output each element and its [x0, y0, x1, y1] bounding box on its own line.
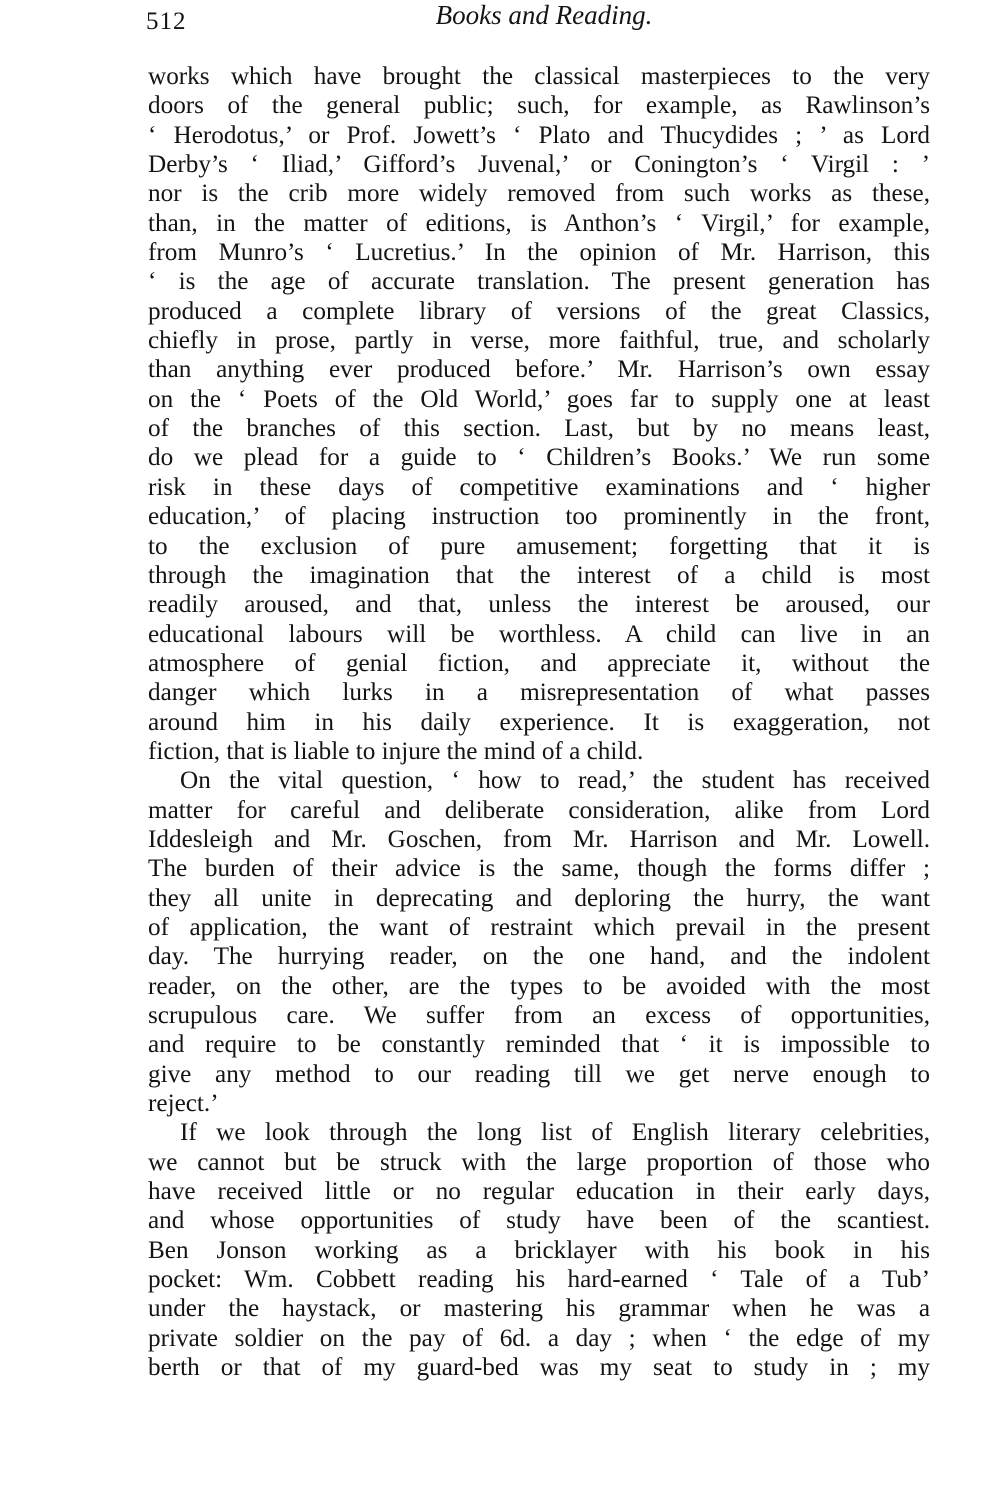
text-line: than anything ever produced before.’ Mr. Harrison’s own essay [148, 356, 930, 384]
paragraph-continued [148, 62, 930, 766]
text-line: The burden of their advice is the same, though the forms differ ; [148, 855, 930, 883]
text-line: than, in the matter of editions, is Anthon’s ‘ Virgil,’ for example, [148, 209, 930, 237]
text-line: to the exclusion of pure amusement; forgetting that it is [148, 532, 930, 560]
text-line: berth or that of my guard-bed was my seat to study in ; my [148, 1354, 930, 1382]
text-line: education,’ of placing instruction too prominently in the front, [148, 503, 930, 531]
text-line: danger which lurks in a misrepresentation of what passes [148, 679, 930, 707]
text-line: private soldier on the pay of 6d. a day ; when ‘ the edge of my [148, 1324, 930, 1352]
text-line: from Munro’s ‘ Lucretius.’ In the opinion of Mr. Harrison, this [148, 239, 930, 267]
running-title: Books and Reading. [435, 0, 653, 30]
text-line: risk in these days of competitive examinations and ‘ higher [148, 473, 930, 501]
text-line: through the imagination that the interest of a child is most [148, 561, 930, 589]
text-line: ‘ Herodotus,’ or Prof. Jowett’s ‘ Plato and Thucydides ; ’ as Lord [148, 121, 930, 149]
text-line: and require to be constantly reminded that ‘ it is impossible to [148, 1031, 930, 1059]
text-line: they all unite in deprecating and deploring the hurry, the want [148, 884, 930, 912]
text-line: doors of the general public; such, for example, as Rawlinson’s [148, 92, 930, 120]
paragraph-literary-celebrities [148, 1118, 930, 1382]
text-line: reject.’ [148, 1090, 219, 1118]
text-line: Iddesleigh and Mr. Goschen, from Mr. Harrison and Mr. Lowell. [148, 825, 930, 853]
text-line: chiefly in prose, partly in verse, more faithful, true, and scholarly [148, 327, 930, 355]
text-line: day. The hurrying reader, on the one hand, and the indolent [148, 943, 930, 971]
text-line: matter for careful and deliberate consideration, alike from Lord [148, 796, 930, 824]
text-line: have received little or no regular education in their early days, [148, 1178, 930, 1206]
text-line: ‘ is the age of accurate translation. The present generation has [148, 268, 930, 296]
text-line: around him in his daily experience. It is exaggeration, not [148, 708, 930, 736]
text-line: fiction, that is liable to injure the mind of a child. [148, 737, 644, 765]
text-line: If we look through the long list of English literary celebrities, [180, 1119, 930, 1147]
page-number: 512 [146, 8, 187, 35]
text-line: works which have brought the classical masterpieces to the very [148, 63, 930, 90]
text-line: under the haystack, or mastering his grammar when he was a [148, 1295, 930, 1323]
text-line: atmosphere of genial fiction, and appreciate it, without the [148, 649, 930, 677]
text-line: reader, on the other, are the types to be avoided with the most [148, 972, 930, 1000]
text-line: educational labours will be worthless. A child can live in an [148, 620, 930, 648]
text-line: we cannot but be struck with the large proportion of those who [148, 1148, 930, 1176]
running-head [146, 0, 932, 40]
text-line: readily aroused, and that, unless the interest be aroused, our [148, 591, 930, 619]
body-text [148, 62, 930, 1382]
text-line: On the vital question, ‘ how to read,’ the student has received [180, 767, 930, 795]
text-line: pocket: Wm. Cobbett reading his hard-earned ‘ Tale of a Tub’ [148, 1266, 930, 1294]
text-line: produced a complete library of versions of the great Classics, [148, 297, 930, 325]
text-line: of the branches of this section. Last, but by no means least, [148, 415, 930, 443]
text-line: nor is the crib more widely removed from such works as these, [148, 180, 930, 208]
text-line: of application, the want of restraint which prevail in the present [148, 913, 930, 941]
text-line: and whose opportunities of study have been of the scantiest. [148, 1207, 930, 1235]
text-line: on the ‘ Poets of the Old World,’ goes far to supply one at least [148, 385, 930, 413]
text-line: give any method to our reading till we get nerve enough to [148, 1060, 930, 1088]
paragraph-how-to-read [148, 766, 930, 1118]
text-line: Ben Jonson working as a bricklayer with his book in his [148, 1236, 930, 1264]
text-line: scrupulous care. We suffer from an excess of opportunities, [148, 1002, 930, 1029]
text-line: do we plead for a guide to ‘ Children’s Books.’ We run some [148, 444, 930, 472]
text-line: Derby’s ‘ Iliad,’ Gifford’s Juvenal,’ or Conington’s ‘ Virgil : ’ [148, 151, 930, 179]
